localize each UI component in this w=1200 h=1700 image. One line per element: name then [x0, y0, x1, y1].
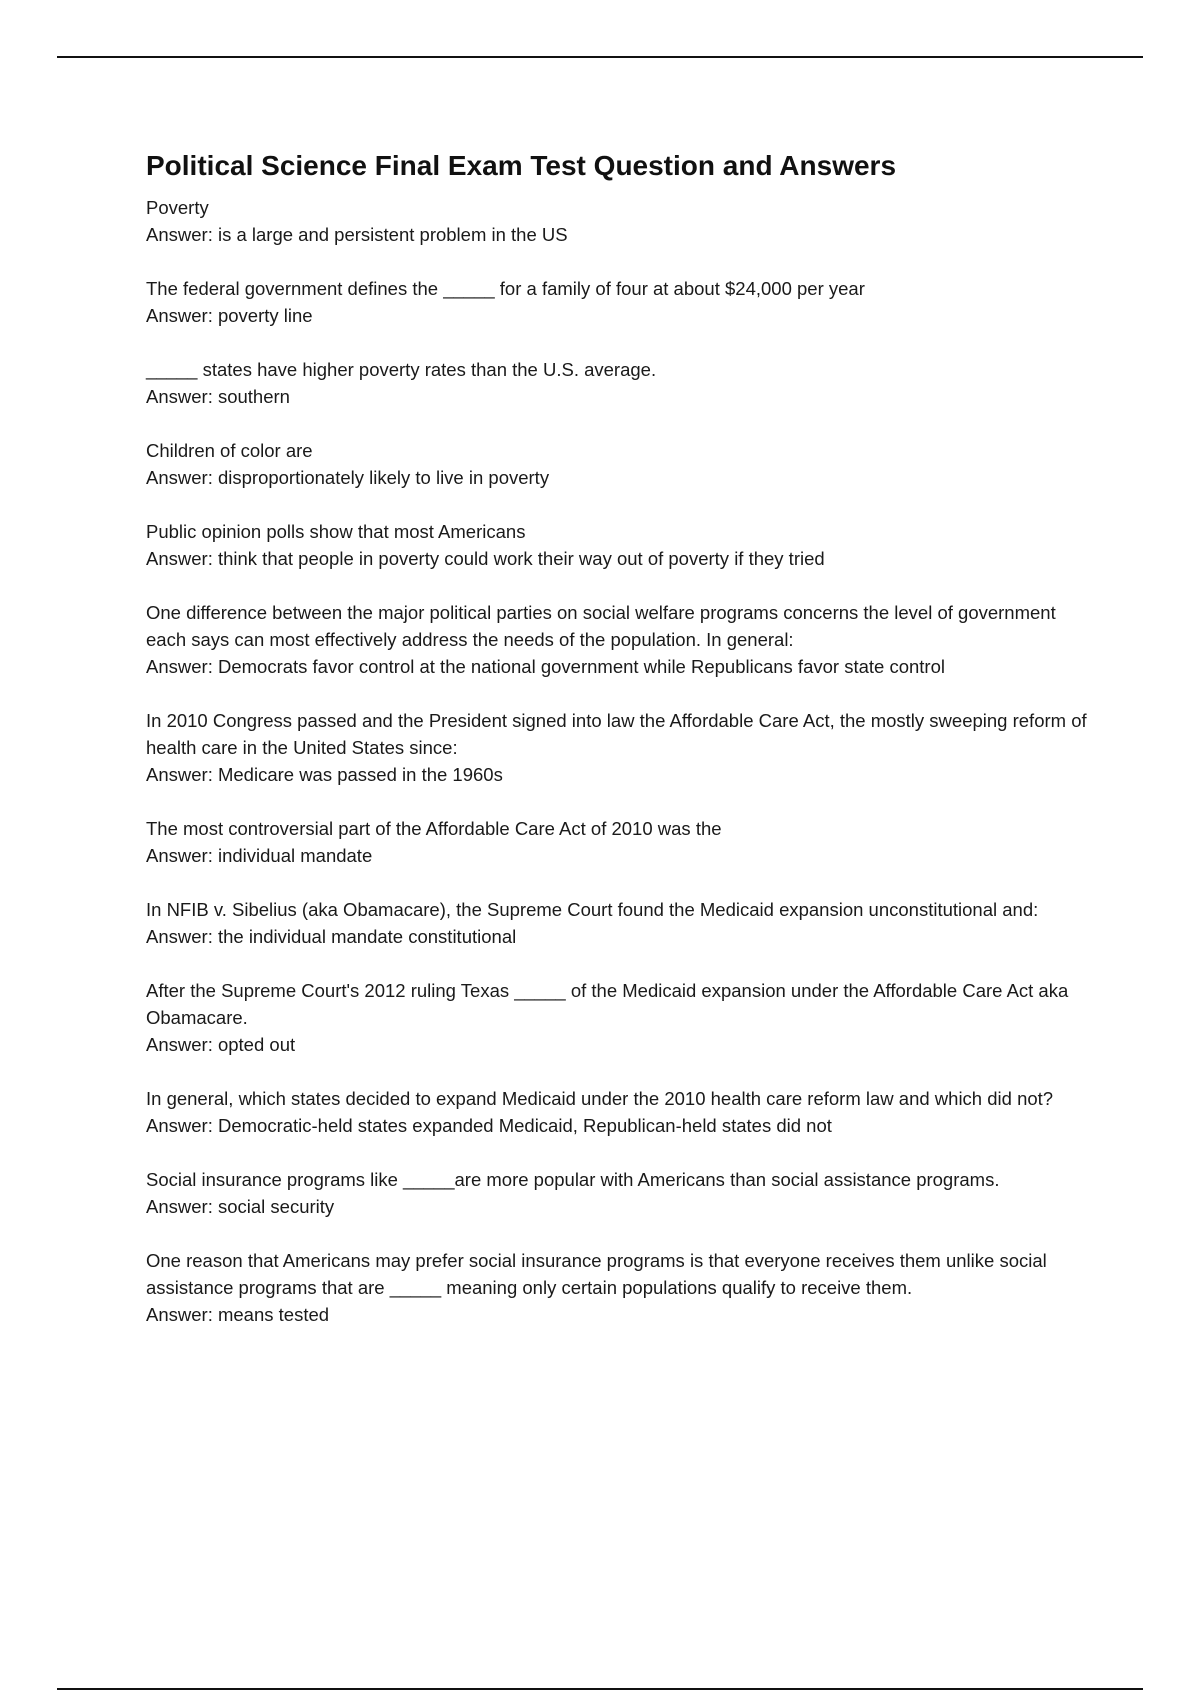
qa-item	[146, 518, 1096, 572]
answer-text: Answer: Medicare was passed in the 1960s	[146, 764, 503, 785]
answer-text: Answer: opted out	[146, 1034, 296, 1055]
qa-item	[146, 896, 1096, 950]
question-text: Children of color are	[146, 440, 313, 461]
footer-rule	[57, 1688, 1143, 1690]
answer-text: Answer: means tested	[146, 1304, 330, 1325]
qa-item	[146, 599, 1096, 680]
question-text: One reason that Americans may prefer social insurance programs is that everyone receives them unlike social assistance programs that are _____ meaning only certain populations qualify to receive them.	[146, 1250, 1047, 1298]
question-text: After the Supreme Court's 2012 ruling Texas _____ of the Medicaid expansion under the Affordable Care Act aka Obamacare.	[146, 980, 1069, 1028]
answer-text: Answer: social security	[146, 1196, 335, 1217]
header-rule	[57, 56, 1143, 58]
qa-item	[146, 815, 1096, 869]
answer-text: Answer: poverty line	[146, 305, 313, 326]
qa-item	[146, 1247, 1096, 1328]
document-title: Political Science Final Exam Test Question and Answers	[146, 150, 897, 181]
question-text: The federal government defines the _____ for a family of four at about $24,000 per year	[146, 278, 865, 299]
answer-text: Answer: disproportionately likely to live in poverty	[146, 467, 550, 488]
qa-item	[146, 356, 1096, 410]
qa-item	[146, 1085, 1096, 1139]
question-text: Poverty	[146, 197, 209, 218]
question-text: In NFIB v. Sibelius (aka Obamacare), the Supreme Court found the Medicaid expansion unconstitutional and:	[146, 899, 1039, 920]
answer-text: Answer: individual mandate	[146, 845, 373, 866]
qa-item	[146, 977, 1096, 1058]
question-text: One difference between the major political parties on social welfare programs concerns the level of government each says can most effectively address the needs of the population. In general:	[146, 602, 1056, 650]
question-text: Social insurance programs like _____are more popular with Americans than social assistance programs.	[146, 1169, 1000, 1190]
qa-list	[146, 194, 1096, 1328]
question-text: The most controversial part of the Affordable Care Act of 2010 was the	[146, 818, 722, 839]
answer-text: Answer: southern	[146, 386, 290, 407]
answer-text: Answer: the individual mandate constitutional	[146, 926, 517, 947]
qa-item	[146, 1166, 1096, 1220]
answer-text: Answer: Democrats favor control at the national government while Republicans favor state control	[146, 656, 945, 677]
answer-text: Answer: think that people in poverty could work their way out of poverty if they tried	[146, 548, 825, 569]
answer-text: Answer: is a large and persistent problem in the US	[146, 224, 568, 245]
question-text: _____ states have higher poverty rates than the U.S. average.	[146, 359, 657, 380]
qa-item	[146, 437, 1096, 491]
question-text: In 2010 Congress passed and the President signed into law the Affordable Care Act, the mostly sweeping reform of health care in the United States since:	[146, 710, 1087, 758]
qa-item	[146, 194, 1096, 248]
answer-text: Answer: Democratic-held states expanded Medicaid, Republican-held states did not	[146, 1115, 832, 1136]
qa-item	[146, 275, 1096, 329]
document-body	[146, 146, 1096, 1355]
qa-item	[146, 707, 1096, 788]
question-text: In general, which states decided to expand Medicaid under the 2010 health care reform law and which did not?	[146, 1088, 1054, 1109]
question-text: Public opinion polls show that most Americans	[146, 521, 526, 542]
